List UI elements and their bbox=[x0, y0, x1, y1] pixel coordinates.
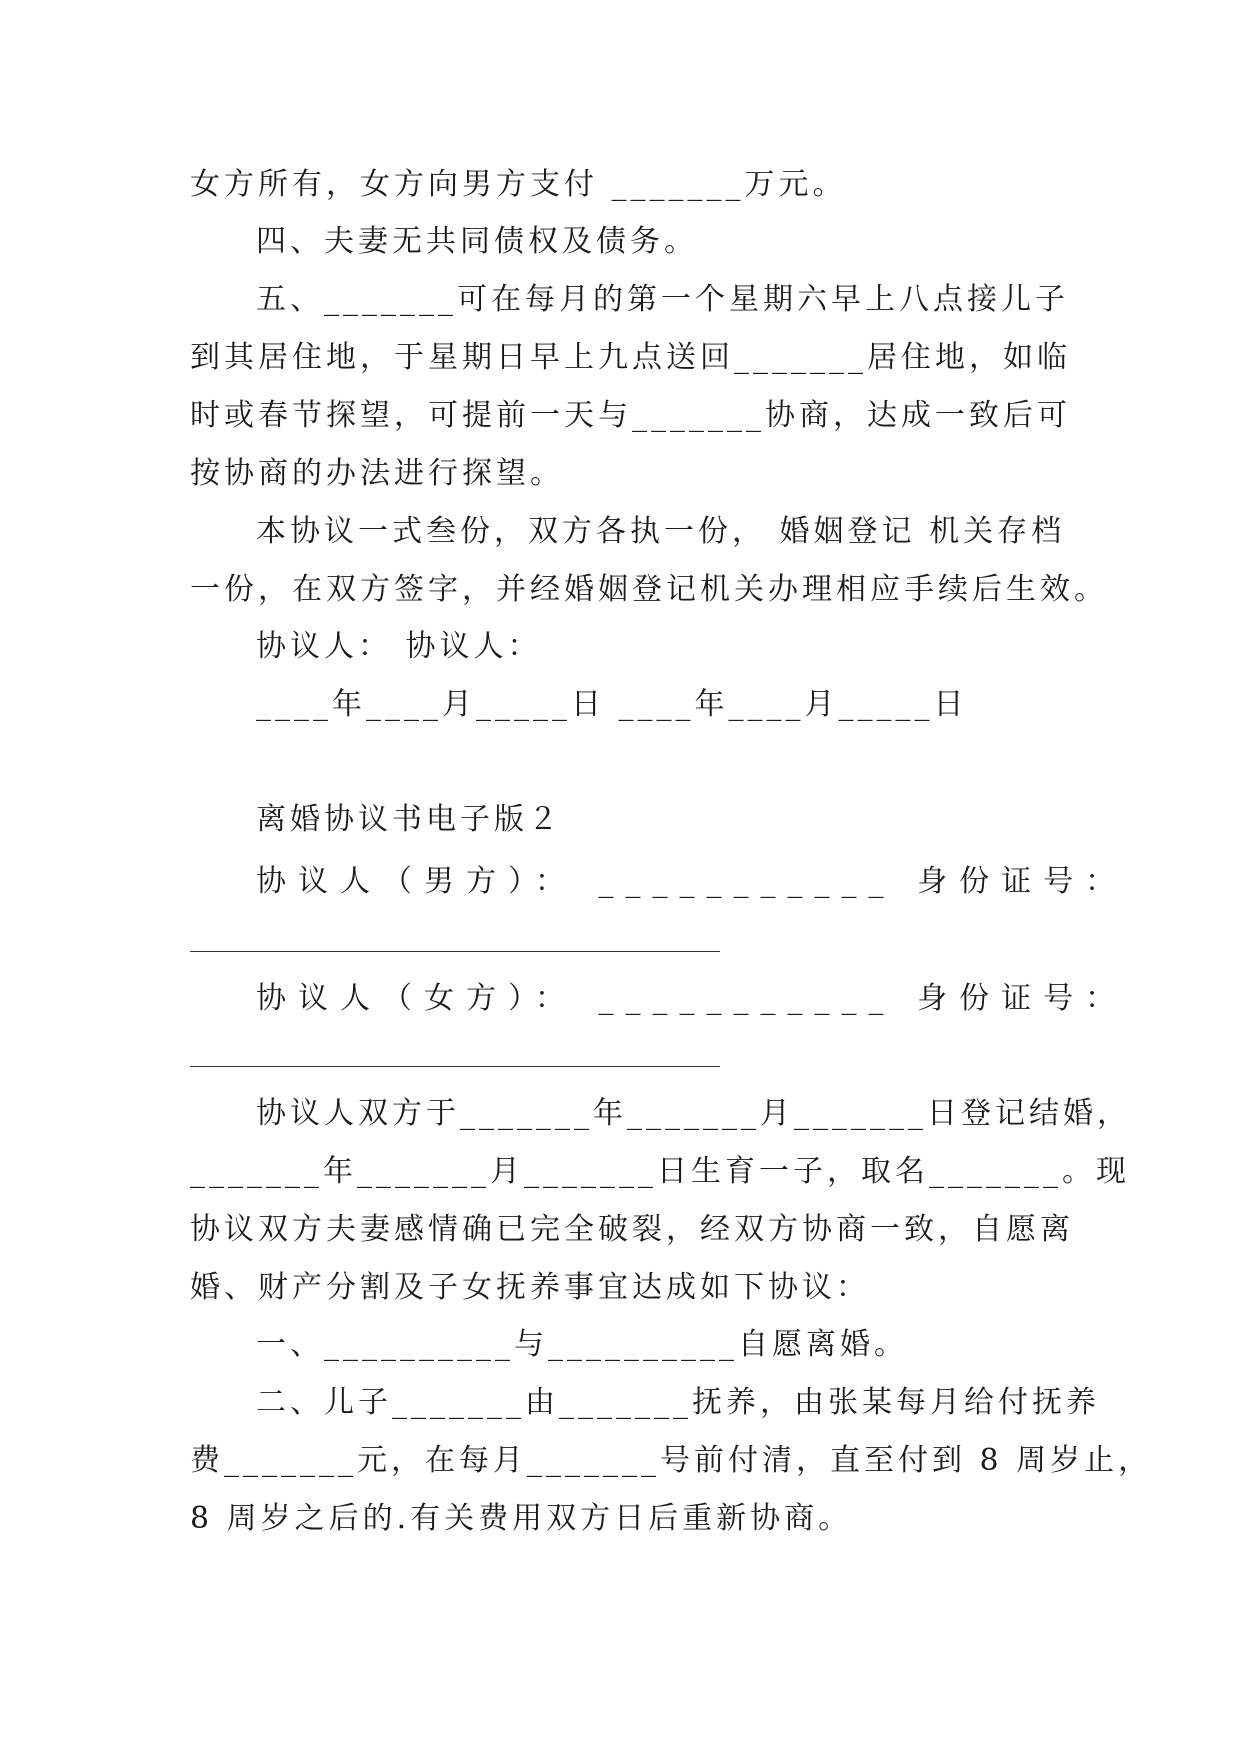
clause-two: 二、儿子_______由_______抚养，由张某每月给付抚养 bbox=[256, 1385, 1100, 1420]
id-number-blank-line bbox=[190, 1066, 720, 1067]
paragraph-line: 时或春节探望，可提前一天与_______协商，达成一致后可 bbox=[190, 398, 1071, 433]
paragraph-line: 女方所有，女方向男方支付 _______万元。 bbox=[190, 167, 847, 202]
copies-clause: 本协议一式叁份，双方各执一份， 婚姻登记 机关存档 bbox=[256, 514, 1066, 549]
paragraph-line: 8 周岁之后的.有关费用双方日后重新协商。 bbox=[190, 1501, 853, 1536]
id-number-blank-line bbox=[190, 951, 720, 952]
paragraph-line: 到其居住地，于星期日早上九点送回_______居住地，如临 bbox=[190, 340, 1071, 375]
paragraph-line: 费_______元，在每月_______号前付清，直至付到 8 周岁止， bbox=[190, 1443, 1153, 1478]
date-blank-line: ____年____月_____日 ____年____月_____日 bbox=[256, 687, 968, 722]
female-party-line: 协议人（女方）： ___________ 身份证号： bbox=[256, 981, 1128, 1016]
paragraph-line: 协议双方夫妻感情确已完全破裂，经双方协商一致，自愿离 bbox=[190, 1212, 1074, 1247]
clause-five: 五、_______可在每月的第一个星期六早上八点接儿子 bbox=[256, 282, 1069, 317]
male-party-line: 协议人（男方）： ___________ 身份证号： bbox=[256, 864, 1128, 899]
paragraph-line: _______年_______月_______日生育一子，取名_______。现 bbox=[190, 1154, 1130, 1189]
signatories-line: 协议人： 协议人： bbox=[256, 629, 542, 664]
section-title: 离婚协议书电子版２ bbox=[256, 802, 562, 837]
paragraph-line: 按协商的办法进行探望。 bbox=[190, 456, 564, 491]
clause-one: 一、__________与__________自愿离婚。 bbox=[256, 1327, 908, 1362]
paragraph-line: 一份，在双方签字，并经婚姻登记机关办理相应手续后生效。 bbox=[190, 572, 1108, 607]
paragraph-line: 婚、财产分割及子女抚养事宜达成如下协议： bbox=[190, 1270, 870, 1305]
marriage-registration-line: 协议人双方于_______年_______月_______日登记结婚， bbox=[256, 1096, 1131, 1131]
clause-four: 四、夫妻无共同债权及债务。 bbox=[256, 224, 698, 259]
